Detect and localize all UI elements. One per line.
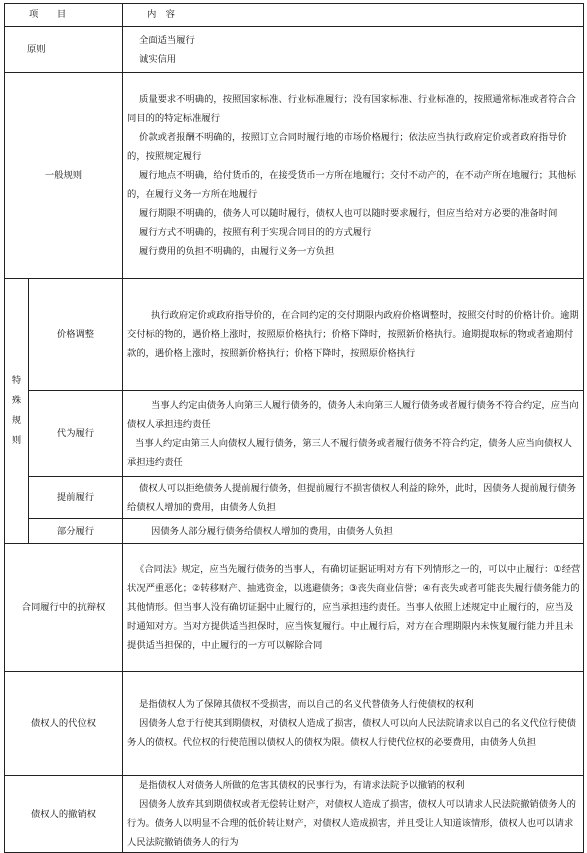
line: 是指债权人为了保障其债权不受损害，而以自己的名义代替债务人行使债权的权利: [139, 699, 474, 710]
content-defense-rights: [123, 544, 584, 672]
special-rules-label: [5, 279, 29, 544]
content-early-performance: [123, 477, 584, 519]
item-substitute-performance: 代为履行: [29, 391, 123, 477]
line: 是指债权人对债务人所做的危害其债权的民事行为，有请求法院予以撤销的权利: [139, 780, 465, 791]
row-general-rules: [5, 73, 584, 279]
line: 债权人可以拒绝债务人提前履行债务，但提前履行不损害债权人利益的除外，此时，因债务人提前履行债务给债权人增加的费用，由债务人负担: [127, 482, 576, 513]
line: 诚实信用: [139, 53, 177, 65]
label-char: 规: [11, 415, 22, 426]
content-partial-performance: [123, 519, 584, 544]
line: 当事人约定由第三人向债权人履行债务，第三人不履行债务或者履行债务不符合约定，债务人应当向债权人承担违约责任: [127, 437, 572, 468]
line: 履行费用的负担不明确的，由履行义务一方负担: [139, 246, 335, 257]
item-revocation-right: 债权人的撤销权: [5, 776, 123, 853]
line: 《合同法》规定，应当先履行债务的当事人，有确切证据证明对方有下列情形之一的，可以中止履行：①经营状况严重恶化；②转移财产、抽逃资金，以逃避债务；③丧失商业信誉；④有丧失或者可能丧失履行债务能力的其他情形。但当事人没有确切证据中止履行的，应当承担违约责任。当事人依照上述规定中止履行的，应当及时通知对方。当对方提供适当担保时，应当恢复履行。中止履行后，对方在合理期限内未恢复履行能力并且未提供适当担保的，中止履行的一方可以解除合同: [127, 564, 581, 651]
line: 履行地点不明确，给付货币的，在接受货币一方所在地履行；交付不动产的，在不动产所在地履行；其他标的，在履行义务一方所在地履行: [127, 170, 576, 200]
item-early-performance: 提前履行: [29, 477, 123, 519]
line: 价款或者报酬不明确的，按照订立合同时履行地的市场价格履行；依法应当执行政府定价或者政府指导价的，按照规定履行: [127, 132, 567, 162]
content-revocation-right: [123, 776, 584, 853]
item-general-rules: 一般规则: [5, 73, 123, 279]
line: 因债务人部分履行债务给债权人增加的费用，由债务人负担: [151, 525, 393, 537]
row-principle: [5, 27, 584, 73]
item-subrogation-right: 债权人的代位权: [5, 672, 123, 776]
row-revocation-right: [5, 776, 584, 853]
content-substitute-performance: [123, 391, 584, 477]
line: 全面适当履行: [139, 34, 195, 46]
item-principle: 原则: [5, 27, 123, 73]
row-subrogation-right: [5, 672, 584, 776]
row-price-adjustment: [5, 279, 584, 391]
row-early-performance: [5, 477, 584, 519]
header-item: 项 目: [5, 4, 123, 27]
item-defense-rights: 合同履行中的抗辩权: [5, 544, 123, 672]
label-char: 则: [11, 435, 22, 446]
contract-performance-table-wrapper: [4, 3, 583, 848]
item-price-adjustment: 价格调整: [29, 279, 123, 391]
label-char: 特: [11, 375, 22, 386]
row-defense-rights: [5, 544, 584, 672]
line: 执行政府定价或政府指导价的，在合同约定的交付期限内政府价格调整时，按照交付时的价格计价。逾期交付标的物的，遇价格上涨时，按照原价格执行；价格下降时，按照新价格执行。逾期提取标的物或者逾期付款的，遇价格上涨时，按照新价格执行；价格下降时，按照原价格执行: [127, 310, 579, 359]
line: 履行方式不明确的，按照有利于实现合同目的的方式履行: [139, 227, 372, 238]
header-content: 内 容: [123, 4, 584, 27]
line: 质量要求不明确的，按照国家标准、行业标准履行；没有国家标准、行业标准的，按照通常标准或者符合合同目的的特定标准履行: [127, 94, 576, 124]
line: 当事人约定由债务人向第三人履行债务的，债务人未向第三人履行债务或者履行债务不符合约定，应当向债权人承担违约责任: [127, 399, 579, 430]
content-subrogation-right: [123, 672, 584, 776]
label-char: 殊: [11, 395, 22, 406]
line: 因债务人怠于行使其到期债权，对债权人造成了损害，债权人可以向人民法院请求以自己的名义代位行使债务人的债权。代位权的行使范围以债权人的债权为限。债权人行使代位权的必要费用，由债务人负担: [127, 718, 576, 748]
content-price-adjustment: [123, 279, 584, 391]
row-substitute-performance: [5, 391, 584, 477]
item-partial-performance: 部分履行: [29, 519, 123, 544]
row-partial-performance: [5, 519, 584, 544]
contract-performance-table: [4, 3, 584, 853]
line: 因债务人放弃其到期债权或者无偿转让财产，对债权人造成了损害，债权人可以请求人民法院撤销债务人的行为。债务人以明显不合理的低价转让财产，对债权人造成损害，并且受让人知道该情形，债权人也可以请求人民法院撤销债务人的行为: [127, 799, 576, 848]
content-general-rules: [123, 73, 584, 279]
content-principle: [123, 27, 584, 73]
header-row: [5, 4, 584, 27]
line: 履行期限不明确的，债务人可以随时履行，债权人也可以随时要求履行，但应当给对方必要的准备时间: [139, 208, 558, 219]
